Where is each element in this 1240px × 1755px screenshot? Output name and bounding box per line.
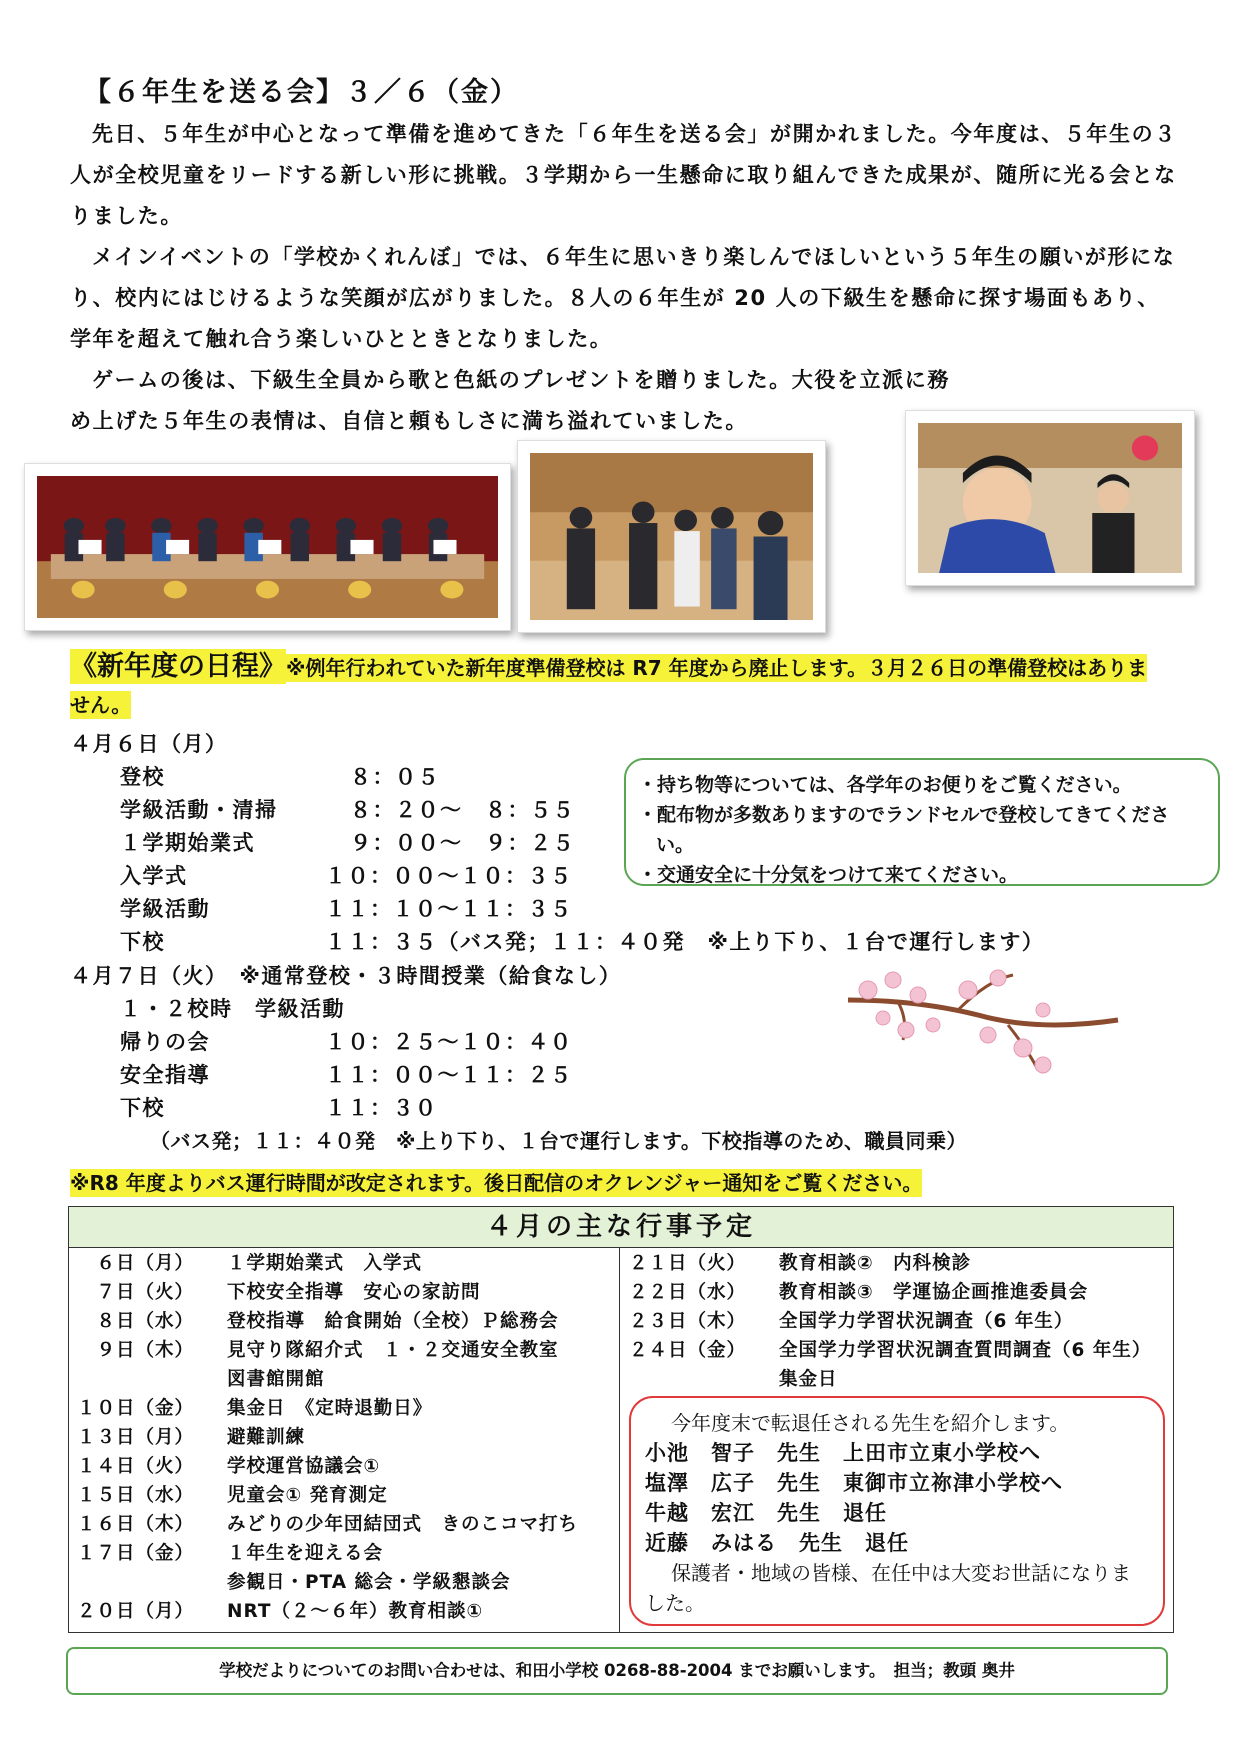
article-paragraph-2: メインイベントの「学校かくれんぼ」では、６年生に思いきり楽しんでほしいという５年生の願いが形になり、校内にはじけるような笑顔が広がりました。８人の６年生が 20 人の下級生を懸命に探す場面もあり、学年を超えて触れ合う楽しいひとときとなりました。 [70,245,1176,351]
event-row: ２４日（金） 全国学力学習状況調査質問調査（6 年生） 集金日 [629,1340,1162,1390]
event-row: １４日（火） 学校運営協議会① [77,1456,381,1477]
photo-stage [24,463,511,631]
teacher-intro: 今年度末で転退任される先生を紹介します。 [671,1411,1070,1435]
day1-date: ４月６日（月） [70,732,228,756]
article-paragraph-1: 先日、５年生が中心となって準備を進めてきた「６年生を送る会」が開かれました。今年度は、５年生の３人が全校児童をリードする新しい形に挑戦。３学期から一生懸命に取り組んできた成果が、随所に光る会となりました。 [70,122,1177,228]
schedule-heading: 《新年度の日程》 [70,651,286,682]
events-left-column [77,1249,617,1632]
contact-footer: 学校だよりについてのお問い合わせは、和田小学校 0268-88-2004 までお願いします。 担当；教頭 奥井 [66,1647,1168,1695]
day2-label-2: 安全指導 [120,1063,210,1087]
article-body [70,114,1180,442]
day1-time-1: ８：２０～ ８：５５ [350,798,575,822]
photo-smile [905,410,1195,586]
event-row: 図書館開館 [227,1369,325,1390]
event-row: ９日（木） 見守り隊紹介式 １・２交通安全教室 [77,1340,559,1361]
bus-notice: ※R8 年度よりバス運行時間が改定されます。後日配信のオクレンジャー通知をご覧ください。 [70,1171,923,1195]
notes-box [624,758,1220,886]
day2-date: ４月７日（火） ※通常登校・３時間授業（給食なし） [70,964,622,988]
day2-label-1: 帰りの会 [120,1030,210,1054]
event-row: 参観日・PTA 総会・学級懇談会 [227,1572,511,1593]
event-row: ２１日（火） 教育相談② 内科検診 [629,1253,972,1274]
day1-label-1: 学級活動・清掃 [120,798,278,822]
event-row: １６日（木） みどりの少年団結団式 きのこコマ打ち [77,1514,579,1535]
event-row: ２２日（水） 教育相談③ 学運協企画推進委員会 [629,1282,1089,1303]
day2-time-3: １１：３０ [325,1096,438,1120]
article-title: 【６年生を送る会】３／６（金） [84,77,519,108]
schedule-header [70,648,1158,724]
day2-time-1: １０：２５～１０：４０ [325,1030,573,1054]
event-row: １０日（金） 集金日 《定時退勤日》 [77,1398,433,1419]
day1-label-3: 入学式 [120,864,188,888]
article-paragraph-3: ゲームの後は、下級生全員から歌と色紙のプレゼントを贈りました。大役を立派に務め上げた５年生の表情は、自信と頼もしさに満ち溢れていました。 [70,368,950,433]
day2-label-3: 下校 [120,1096,165,1120]
day1-time-0: ８：０５ [350,765,440,789]
note-item: ・持ち物等については、各学年のお便りをご覧ください。 [638,774,1132,796]
day1-time-2: ９：００～ ９：２５ [350,831,575,855]
event-row: ７日（火） 下校安全指導 安心の家訪問 [77,1282,481,1303]
day1-label-4: 学級活動 [120,897,210,921]
note-item: ・交通安全に十分気をつけて来てください。 [638,864,1019,886]
photo-gym [517,440,826,633]
event-row: ２０日（月） NRT（２～６年）教育相談① [77,1601,484,1622]
event-row: ２３日（木） 全国学力学習状況調査（6 年生） [629,1311,1074,1332]
event-row: ６日（月） １学期始業式 入学式 [77,1253,423,1274]
teacher-entry: 牛越 宏江 先生 退任 [645,1501,887,1525]
teacher-thanks: 保護者・地域の皆様、在任中は大変お世話になりました。 [645,1561,1131,1615]
events-title: ４月の主な行事予定 [69,1207,1173,1248]
day1-label-2: １学期始業式 [120,831,255,855]
schedule-notice: ※例年行われていた新年度準備登校は R7 年度から廃止します。３月２６日の準備登校はありません。 [70,656,1148,717]
day2-bus: （バス発；１１：４０発 ※上り下り、１台で運行します。下校指導のため、職員同乗） [150,1129,968,1153]
day2-label-0: １・２校時 学級活動 [120,997,345,1021]
teacher-entry: 塩澤 広子 先生 東御市立祢津小学校へ [645,1471,1063,1495]
events-divider [619,1248,620,1632]
note-item: ・配布物が多数ありますのでランドセルで登校してきてください。 [638,804,1170,856]
day1-label-0: 登校 [120,765,165,789]
day1-time-5: １１：３５（バス発；１１：４０発 ※上り下り、１台で運行します） [325,930,1045,954]
teacher-entry: 小池 智子 先生 上田市立東小学校へ [645,1441,1041,1465]
event-row: １７日（金） １年生を迎える会 [77,1543,384,1564]
teacher-entry: 近藤 みはる 先生 退任 [645,1531,909,1555]
day1-time-3: １０：００～１０：３５ [325,864,573,888]
event-row: １３日（月） 避難訓練 [77,1427,306,1448]
day1-time-4: １１：１０～１１：３５ [325,897,573,921]
day1-label-5: 下校 [120,930,165,954]
teacher-transfer-box [629,1396,1165,1626]
event-row: ８日（水） 登校指導 給食開始（全校）Ｐ総務会 [77,1311,559,1332]
event-row: １５日（水） 児童会① 発育測定 [77,1485,388,1506]
day2-time-2: １１：００～１１：２５ [325,1063,573,1087]
cherry-blossom-illustration [838,960,1128,1085]
